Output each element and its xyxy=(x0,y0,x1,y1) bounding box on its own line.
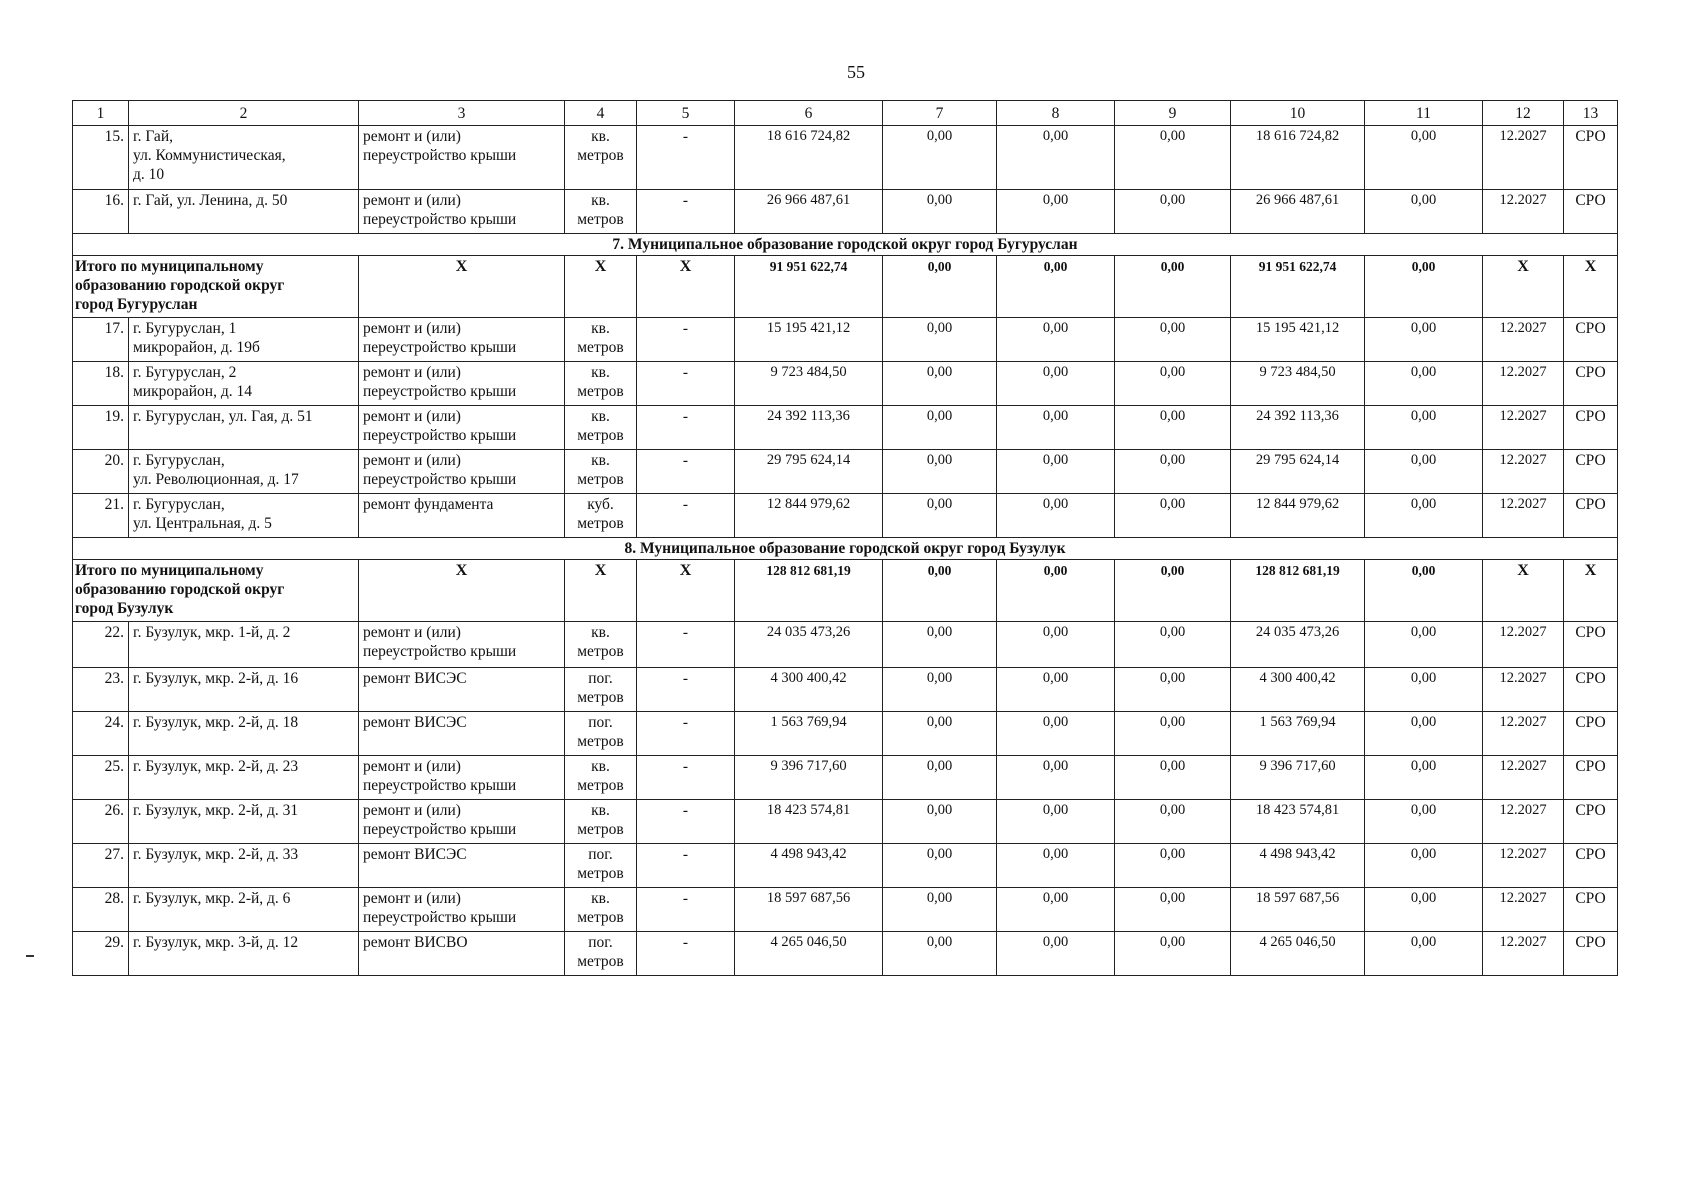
c7-cell: 0,00 xyxy=(883,190,997,234)
total-row xyxy=(73,256,1618,318)
c8-cell: 0,00 xyxy=(997,712,1115,756)
row-number: 15. xyxy=(73,126,129,190)
c9-cell: 0,00 xyxy=(1115,126,1231,190)
c10-cell: 18 423 574,81 xyxy=(1231,800,1365,844)
c10-cell: 29 795 624,14 xyxy=(1231,450,1365,494)
header-col-9: 9 xyxy=(1115,101,1231,126)
c11-cell: 0,00 xyxy=(1365,362,1483,406)
c8-cell: 0,00 xyxy=(997,126,1115,190)
section-row xyxy=(73,538,1618,560)
address-cell: г. Бузулук, мкр. 2-й, д. 31 xyxy=(129,800,359,844)
header-col-13: 13 xyxy=(1564,101,1618,126)
c10-cell: 9 723 484,50 xyxy=(1231,362,1365,406)
c11-cell: 0,00 xyxy=(1365,406,1483,450)
c6-cell: 18 597 687,56 xyxy=(735,888,883,932)
header-col-6: 6 xyxy=(735,101,883,126)
c9-cell: 0,00 xyxy=(1115,494,1231,538)
c7-cell: 0,00 xyxy=(883,494,997,538)
c11-cell: 0,00 xyxy=(1365,494,1483,538)
header-col-1: 1 xyxy=(73,101,129,126)
unit-cell: кв. метров xyxy=(565,126,637,190)
table-row xyxy=(73,126,1618,190)
section-title: 7. Муниципальное образование городской округ город Бугуруслан xyxy=(73,234,1618,256)
unit-cell: кв. метров xyxy=(565,450,637,494)
total-label: Итого по муниципальному образованию городской округ город Бузулук xyxy=(73,560,359,622)
table-row xyxy=(73,406,1618,450)
col5-cell: - xyxy=(637,494,735,538)
total-c10: 91 951 622,74 xyxy=(1231,256,1365,318)
c9-cell: 0,00 xyxy=(1115,888,1231,932)
address-cell: г. Бузулук, мкр. 2-й, д. 33 xyxy=(129,844,359,888)
deadline-cell: 12.2027 xyxy=(1483,406,1564,450)
c6-cell: 12 844 979,62 xyxy=(735,494,883,538)
c6-cell: 9 396 717,60 xyxy=(735,756,883,800)
total-c8: 0,00 xyxy=(997,560,1115,622)
c8-cell: 0,00 xyxy=(997,318,1115,362)
c7-cell: 0,00 xyxy=(883,126,997,190)
unit-cell: пог. метров xyxy=(565,932,637,976)
header-col-10: 10 xyxy=(1231,101,1365,126)
c10-cell: 18 616 724,82 xyxy=(1231,126,1365,190)
c11-cell: 0,00 xyxy=(1365,888,1483,932)
c9-cell: 0,00 xyxy=(1115,318,1231,362)
total-c5: Х xyxy=(637,256,735,318)
address-cell: г. Бугуруслан, ул. Центральная, д. 5 xyxy=(129,494,359,538)
c10-cell: 26 966 487,61 xyxy=(1231,190,1365,234)
method-cell: СРО xyxy=(1564,844,1618,888)
header-col-4: 4 xyxy=(565,101,637,126)
c9-cell: 0,00 xyxy=(1115,844,1231,888)
table-row xyxy=(73,668,1618,712)
c10-cell: 9 396 717,60 xyxy=(1231,756,1365,800)
address-cell: г. Бугуруслан, 2 микрорайон, д. 14 xyxy=(129,362,359,406)
method-cell: СРО xyxy=(1564,126,1618,190)
header-col-8: 8 xyxy=(997,101,1115,126)
c8-cell: 0,00 xyxy=(997,190,1115,234)
unit-cell: кв. метров xyxy=(565,800,637,844)
unit-cell: кв. метров xyxy=(565,318,637,362)
work-type-cell: ремонт и (или) переустройство крыши xyxy=(359,756,565,800)
deadline-cell: 12.2027 xyxy=(1483,362,1564,406)
total-c11: 0,00 xyxy=(1365,256,1483,318)
total-c8: 0,00 xyxy=(997,256,1115,318)
table-row xyxy=(73,932,1618,976)
c11-cell: 0,00 xyxy=(1365,668,1483,712)
deadline-cell: 12.2027 xyxy=(1483,668,1564,712)
col5-cell: - xyxy=(637,756,735,800)
c8-cell: 0,00 xyxy=(997,494,1115,538)
c7-cell: 0,00 xyxy=(883,844,997,888)
c8-cell: 0,00 xyxy=(997,622,1115,668)
row-number: 23. xyxy=(73,668,129,712)
deadline-cell: 12.2027 xyxy=(1483,494,1564,538)
table-row xyxy=(73,318,1618,362)
total-c11: 0,00 xyxy=(1365,560,1483,622)
total-c6: 128 812 681,19 xyxy=(735,560,883,622)
c7-cell: 0,00 xyxy=(883,756,997,800)
c9-cell: 0,00 xyxy=(1115,668,1231,712)
c10-cell: 18 597 687,56 xyxy=(1231,888,1365,932)
total-c7: 0,00 xyxy=(883,256,997,318)
work-type-cell: ремонт и (или) переустройство крыши xyxy=(359,126,565,190)
c10-cell: 12 844 979,62 xyxy=(1231,494,1365,538)
row-number: 26. xyxy=(73,800,129,844)
address-cell: г. Бузулук, мкр. 2-й, д. 23 xyxy=(129,756,359,800)
unit-cell: пог. метров xyxy=(565,712,637,756)
c6-cell: 4 265 046,50 xyxy=(735,932,883,976)
header-col-7: 7 xyxy=(883,101,997,126)
col5-cell: - xyxy=(637,622,735,668)
c11-cell: 0,00 xyxy=(1365,126,1483,190)
address-cell: г. Бугуруслан, 1 микрорайон, д. 19б xyxy=(129,318,359,362)
row-number: 27. xyxy=(73,844,129,888)
deadline-cell: 12.2027 xyxy=(1483,932,1564,976)
address-cell: г. Гай, ул. Ленина, д. 50 xyxy=(129,190,359,234)
c11-cell: 0,00 xyxy=(1365,844,1483,888)
col5-cell: - xyxy=(637,406,735,450)
work-type-cell: ремонт и (или) переустройство крыши xyxy=(359,406,565,450)
c9-cell: 0,00 xyxy=(1115,756,1231,800)
address-cell: г. Бузулук, мкр. 2-й, д. 16 xyxy=(129,668,359,712)
c8-cell: 0,00 xyxy=(997,800,1115,844)
total-c3: Х xyxy=(359,256,565,318)
c6-cell: 4 498 943,42 xyxy=(735,844,883,888)
work-type-cell: ремонт и (или) переустройство крыши xyxy=(359,800,565,844)
address-cell: г. Бугуруслан, ул. Гая, д. 51 xyxy=(129,406,359,450)
c6-cell: 24 392 113,36 xyxy=(735,406,883,450)
unit-cell: кв. метров xyxy=(565,888,637,932)
work-type-cell: ремонт и (или) переустройство крыши xyxy=(359,622,565,668)
total-c12: Х xyxy=(1483,560,1564,622)
table-row xyxy=(73,494,1618,538)
total-c9: 0,00 xyxy=(1115,560,1231,622)
total-c3: Х xyxy=(359,560,565,622)
c11-cell: 0,00 xyxy=(1365,318,1483,362)
col5-cell: - xyxy=(637,126,735,190)
method-cell: СРО xyxy=(1564,318,1618,362)
total-label: Итого по муниципальному образованию городской округ город Бугуруслан xyxy=(73,256,359,318)
table-row xyxy=(73,450,1618,494)
c10-cell: 4 300 400,42 xyxy=(1231,668,1365,712)
c9-cell: 0,00 xyxy=(1115,406,1231,450)
total-c4: Х xyxy=(565,256,637,318)
work-type-cell: ремонт и (или) переустройство крыши xyxy=(359,190,565,234)
c11-cell: 0,00 xyxy=(1365,712,1483,756)
method-cell: СРО xyxy=(1564,406,1618,450)
c10-cell: 4 265 046,50 xyxy=(1231,932,1365,976)
c7-cell: 0,00 xyxy=(883,622,997,668)
row-number: 21. xyxy=(73,494,129,538)
c6-cell: 15 195 421,12 xyxy=(735,318,883,362)
c8-cell: 0,00 xyxy=(997,362,1115,406)
c11-cell: 0,00 xyxy=(1365,190,1483,234)
col5-cell: - xyxy=(637,450,735,494)
c9-cell: 0,00 xyxy=(1115,932,1231,976)
c9-cell: 0,00 xyxy=(1115,622,1231,668)
c10-cell: 24 035 473,26 xyxy=(1231,622,1365,668)
unit-cell: кв. метров xyxy=(565,190,637,234)
method-cell: СРО xyxy=(1564,800,1618,844)
address-cell: г. Бугуруслан, ул. Революционная, д. 17 xyxy=(129,450,359,494)
c9-cell: 0,00 xyxy=(1115,800,1231,844)
total-c5: Х xyxy=(637,560,735,622)
c8-cell: 0,00 xyxy=(997,756,1115,800)
deadline-cell: 12.2027 xyxy=(1483,756,1564,800)
c6-cell: 9 723 484,50 xyxy=(735,362,883,406)
table-row xyxy=(73,190,1618,234)
work-type-cell: ремонт и (или) переустройство крыши xyxy=(359,888,565,932)
header-col-3: 3 xyxy=(359,101,565,126)
method-cell: СРО xyxy=(1564,932,1618,976)
total-c7: 0,00 xyxy=(883,560,997,622)
total-c6: 91 951 622,74 xyxy=(735,256,883,318)
c6-cell: 1 563 769,94 xyxy=(735,712,883,756)
c7-cell: 0,00 xyxy=(883,712,997,756)
section-title: 8. Муниципальное образование городской округ город Бузулук xyxy=(73,538,1618,560)
row-number: 22. xyxy=(73,622,129,668)
c10-cell: 24 392 113,36 xyxy=(1231,406,1365,450)
c6-cell: 24 035 473,26 xyxy=(735,622,883,668)
deadline-cell: 12.2027 xyxy=(1483,888,1564,932)
c11-cell: 0,00 xyxy=(1365,622,1483,668)
deadline-cell: 12.2027 xyxy=(1483,318,1564,362)
c7-cell: 0,00 xyxy=(883,800,997,844)
unit-cell: кв. метров xyxy=(565,622,637,668)
unit-cell: куб. метров xyxy=(565,494,637,538)
row-number: 20. xyxy=(73,450,129,494)
c8-cell: 0,00 xyxy=(997,668,1115,712)
address-cell: г. Бузулук, мкр. 3-й, д. 12 xyxy=(129,932,359,976)
col5-cell: - xyxy=(637,712,735,756)
total-c13: Х xyxy=(1564,560,1618,622)
deadline-cell: 12.2027 xyxy=(1483,712,1564,756)
c6-cell: 4 300 400,42 xyxy=(735,668,883,712)
c11-cell: 0,00 xyxy=(1365,932,1483,976)
work-type-cell: ремонт и (или) переустройство крыши xyxy=(359,362,565,406)
work-type-cell: ремонт ВИСЭС xyxy=(359,668,565,712)
c7-cell: 0,00 xyxy=(883,318,997,362)
total-c9: 0,00 xyxy=(1115,256,1231,318)
col5-cell: - xyxy=(637,668,735,712)
c8-cell: 0,00 xyxy=(997,844,1115,888)
row-number: 28. xyxy=(73,888,129,932)
work-type-cell: ремонт и (или) переустройство крыши xyxy=(359,318,565,362)
c10-cell: 15 195 421,12 xyxy=(1231,318,1365,362)
c7-cell: 0,00 xyxy=(883,932,997,976)
method-cell: СРО xyxy=(1564,450,1618,494)
col5-cell: - xyxy=(637,932,735,976)
total-c4: Х xyxy=(565,560,637,622)
method-cell: СРО xyxy=(1564,622,1618,668)
col5-cell: - xyxy=(637,190,735,234)
c8-cell: 0,00 xyxy=(997,450,1115,494)
header-col-2: 2 xyxy=(129,101,359,126)
address-cell: г. Бузулук, мкр. 2-й, д. 6 xyxy=(129,888,359,932)
col5-cell: - xyxy=(637,888,735,932)
c10-cell: 1 563 769,94 xyxy=(1231,712,1365,756)
header-row xyxy=(73,101,1618,126)
row-number: 24. xyxy=(73,712,129,756)
row-number: 19. xyxy=(73,406,129,450)
deadline-cell: 12.2027 xyxy=(1483,450,1564,494)
page-number: 55 xyxy=(847,62,865,82)
deadline-cell: 12.2027 xyxy=(1483,126,1564,190)
method-cell: СРО xyxy=(1564,190,1618,234)
method-cell: СРО xyxy=(1564,888,1618,932)
unit-cell: пог. метров xyxy=(565,844,637,888)
margin-dash xyxy=(26,955,34,957)
c9-cell: 0,00 xyxy=(1115,362,1231,406)
unit-cell: кв. метров xyxy=(565,756,637,800)
unit-cell: кв. метров xyxy=(565,362,637,406)
header-col-12: 12 xyxy=(1483,101,1564,126)
row-number: 29. xyxy=(73,932,129,976)
col5-cell: - xyxy=(637,318,735,362)
c7-cell: 0,00 xyxy=(883,362,997,406)
address-cell: г. Бузулук, мкр. 1-й, д. 2 xyxy=(129,622,359,668)
table-row xyxy=(73,800,1618,844)
address-cell: г. Бузулук, мкр. 2-й, д. 18 xyxy=(129,712,359,756)
table-row xyxy=(73,756,1618,800)
row-number: 18. xyxy=(73,362,129,406)
row-number: 16. xyxy=(73,190,129,234)
total-c13: Х xyxy=(1564,256,1618,318)
unit-cell: пог. метров xyxy=(565,668,637,712)
c6-cell: 18 423 574,81 xyxy=(735,800,883,844)
c9-cell: 0,00 xyxy=(1115,712,1231,756)
col5-cell: - xyxy=(637,362,735,406)
col5-cell: - xyxy=(637,800,735,844)
work-type-cell: ремонт и (или) переустройство крыши xyxy=(359,450,565,494)
header-col-5: 5 xyxy=(637,101,735,126)
c6-cell: 18 616 724,82 xyxy=(735,126,883,190)
method-cell: СРО xyxy=(1564,668,1618,712)
deadline-cell: 12.2027 xyxy=(1483,844,1564,888)
row-number: 17. xyxy=(73,318,129,362)
c7-cell: 0,00 xyxy=(883,668,997,712)
total-c10: 128 812 681,19 xyxy=(1231,560,1365,622)
unit-cell: кв. метров xyxy=(565,406,637,450)
c11-cell: 0,00 xyxy=(1365,800,1483,844)
table-row xyxy=(73,712,1618,756)
method-cell: СРО xyxy=(1564,362,1618,406)
deadline-cell: 12.2027 xyxy=(1483,622,1564,668)
table-row xyxy=(73,362,1618,406)
c11-cell: 0,00 xyxy=(1365,450,1483,494)
deadline-cell: 12.2027 xyxy=(1483,800,1564,844)
c6-cell: 26 966 487,61 xyxy=(735,190,883,234)
section-row xyxy=(73,234,1618,256)
c9-cell: 0,00 xyxy=(1115,190,1231,234)
table-row xyxy=(73,844,1618,888)
method-cell: СРО xyxy=(1564,712,1618,756)
c7-cell: 0,00 xyxy=(883,888,997,932)
c6-cell: 29 795 624,14 xyxy=(735,450,883,494)
work-type-cell: ремонт ВИСВО xyxy=(359,932,565,976)
col5-cell: - xyxy=(637,844,735,888)
c8-cell: 0,00 xyxy=(997,888,1115,932)
c7-cell: 0,00 xyxy=(883,450,997,494)
c9-cell: 0,00 xyxy=(1115,450,1231,494)
table-row xyxy=(73,622,1618,668)
work-type-cell: ремонт ВИСЭС xyxy=(359,712,565,756)
row-number: 25. xyxy=(73,756,129,800)
capital-repair-table xyxy=(72,100,1618,976)
c7-cell: 0,00 xyxy=(883,406,997,450)
deadline-cell: 12.2027 xyxy=(1483,190,1564,234)
address-cell: г. Гай, ул. Коммунистическая, д. 10 xyxy=(129,126,359,190)
c8-cell: 0,00 xyxy=(997,932,1115,976)
c10-cell: 4 498 943,42 xyxy=(1231,844,1365,888)
header-col-11: 11 xyxy=(1365,101,1483,126)
method-cell: СРО xyxy=(1564,494,1618,538)
c11-cell: 0,00 xyxy=(1365,756,1483,800)
work-type-cell: ремонт ВИСЭС xyxy=(359,844,565,888)
total-row xyxy=(73,560,1618,622)
c8-cell: 0,00 xyxy=(997,406,1115,450)
total-c12: Х xyxy=(1483,256,1564,318)
table-row xyxy=(73,888,1618,932)
method-cell: СРО xyxy=(1564,756,1618,800)
work-type-cell: ремонт фундамента xyxy=(359,494,565,538)
